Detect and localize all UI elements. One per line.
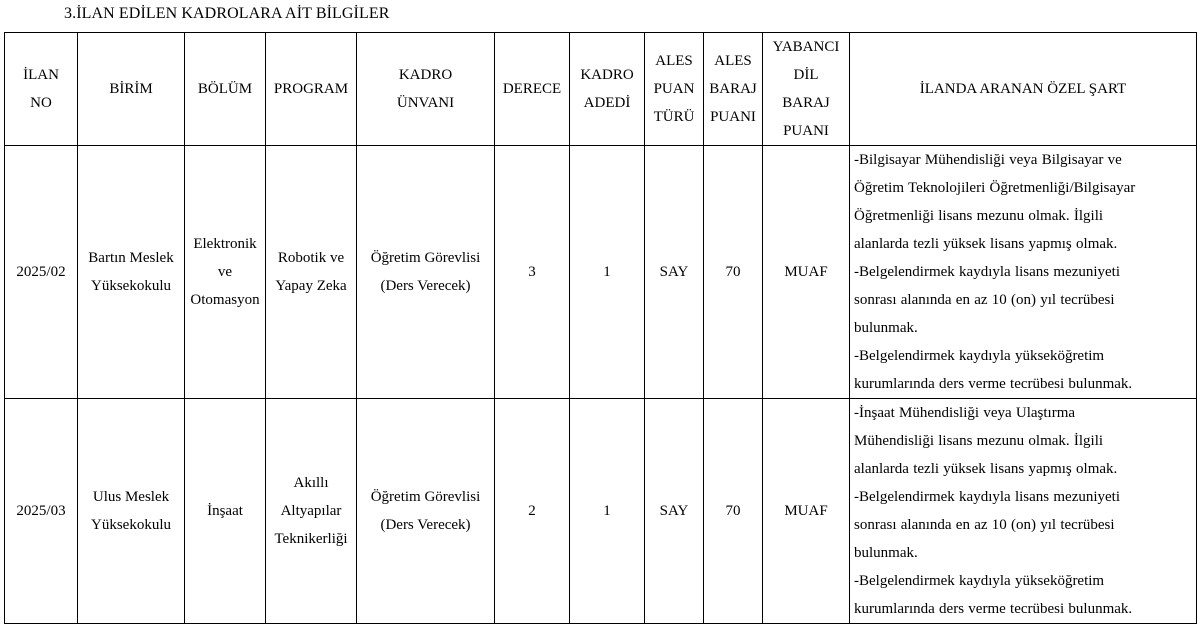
cell-ales-puan-turu: SAY [645, 399, 704, 624]
header-birim: BİRİM [78, 33, 185, 146]
cell-text-line: Yapay Zeka [275, 278, 347, 294]
cell-ales-baraj-puani: 70 [704, 146, 763, 399]
header-ales-baraj-puani [704, 33, 763, 146]
header-ales-puan-turu [645, 33, 704, 146]
cell-text-line: TÜRÜ [653, 109, 695, 125]
cell-yabanci-dil: MUAF [763, 399, 850, 624]
cell-kadro-adedi: 1 [570, 146, 645, 399]
cell-text-line: İnşaat [207, 503, 243, 519]
requirement-line: sonrası alanında en az 10 (on) yıl tecrübesi [854, 517, 1115, 533]
header-row [5, 33, 1197, 146]
requirement-line: Öğretim Teknolojileri Öğretmenliği/Bilgisayar [854, 180, 1136, 196]
cell-text-line: ÜNVANI [396, 95, 455, 111]
header-ozel-sart: İLANDA ARANAN ÖZEL ŞART [850, 33, 1197, 146]
cell-kadro-adedi: 1 [570, 399, 645, 624]
cell-ozel-sart [850, 146, 1197, 399]
requirement-line: kurumlarında ders verme tecrübesi bulunmak. [854, 376, 1133, 392]
cell-text-line: ALES [714, 53, 752, 69]
requirement-line: -Belgelendirmek kaydıyla lisans mezuniyeti [854, 489, 1121, 505]
cell-birim [78, 399, 185, 624]
cell-ales-baraj-puani: 70 [704, 399, 763, 624]
cell-yabanci-dil: MUAF [763, 146, 850, 399]
cell-text-line: Otomasyon [190, 292, 260, 308]
requirement-line: sonrası alanında en az 10 (on) yıl tecrübesi [854, 292, 1115, 308]
cell-text-line: PUAN [653, 81, 695, 97]
cell-text-line: Yüksekokulu [91, 517, 171, 533]
cell-kadro-unvani [357, 399, 495, 624]
header-derece: DERECE [495, 33, 570, 146]
cell-bolum [185, 399, 266, 624]
requirement-line: alanlarda tezli yüksek lisans yapmış olmak. [854, 461, 1118, 477]
header-ilan-no [5, 33, 78, 146]
cell-text-line: İLAN [23, 67, 59, 83]
cell-text-line: KADRO [398, 67, 453, 83]
cell-text-line: Öğretim Görevlisi [370, 250, 481, 266]
cell-text-line: Yüksekokulu [91, 278, 171, 294]
requirement-line: kurumlarında ders verme tecrübesi bulunmak. [854, 601, 1133, 617]
requirement-line: -İnşaat Mühendisliği veya Ulaştırma [854, 405, 1076, 421]
requirement-line: bulunmak. [854, 320, 918, 336]
cell-text-line: ve [217, 264, 233, 280]
requirement-line: -Belgelendirmek kaydıyla lisans mezuniyeti [854, 264, 1121, 280]
header-program: PROGRAM [266, 33, 357, 146]
cell-text-line: PUANI [783, 123, 829, 139]
requirement-line: -Belgelendirmek kaydıyla yükseköğretim [854, 348, 1105, 364]
cell-text-line: BARAJ [709, 81, 757, 97]
requirement-line: -Bilgisayar Mühendisliği veya Bilgisayar ve [854, 152, 1122, 168]
cell-text-line: Bartın Meslek [88, 250, 174, 266]
cell-bolum [185, 146, 266, 399]
cell-text-line: Ulus Meslek [92, 489, 170, 505]
table-row [5, 146, 1197, 399]
section-heading: 3.İLAN EDİLEN KADROLARA AİT BİLGİLER [64, 5, 390, 22]
cell-text-line: ADEDİ [583, 95, 631, 111]
cell-text-line: Teknikerliği [274, 531, 348, 547]
cell-ales-puan-turu: SAY [645, 146, 704, 399]
cell-ilan-no: 2025/02 [5, 146, 78, 399]
cell-text-line: NO [30, 95, 52, 111]
header-kadro-adedi [570, 33, 645, 146]
kadro-table [4, 32, 1197, 624]
cell-text-line: PUANI [710, 109, 756, 125]
cell-text-line: Robotik ve [277, 250, 345, 266]
cell-program [266, 146, 357, 399]
cell-kadro-unvani [357, 146, 495, 399]
cell-birim [78, 146, 185, 399]
requirement-line: Mühendisliği lisans mezunu olmak. İlgili [854, 433, 1104, 449]
cell-text-line: DİL [793, 67, 819, 83]
cell-text-line: KADRO [580, 67, 634, 83]
cell-program [266, 399, 357, 624]
header-kadro-unvani [357, 33, 495, 146]
requirement-line: bulunmak. [854, 545, 918, 561]
cell-derece: 2 [495, 399, 570, 624]
cell-text-line: Öğretim Görevlisi [370, 489, 481, 505]
cell-text-line: (Ders Verecek) [380, 278, 471, 294]
cell-text-line: BARAJ [782, 95, 830, 111]
header-bolum: BÖLÜM [185, 33, 266, 146]
cell-text-line: (Ders Verecek) [380, 517, 471, 533]
cell-text-line: ALES [655, 53, 693, 69]
cell-text-line: Elektronik [193, 236, 257, 252]
cell-text-line: YABANCI [772, 39, 840, 55]
requirement-line: -Belgelendirmek kaydıyla yükseköğretim [854, 573, 1105, 589]
cell-derece: 3 [495, 146, 570, 399]
requirement-line: Öğretmenliği lisans mezunu olmak. İlgili [854, 208, 1104, 224]
cell-ozel-sart [850, 399, 1197, 624]
table-row [5, 399, 1197, 624]
cell-text-line: Altyapılar [280, 503, 342, 519]
cell-text-line: Akıllı [293, 475, 329, 491]
header-yabanci-dil [763, 33, 850, 146]
cell-ilan-no: 2025/03 [5, 399, 78, 624]
requirement-line: alanlarda tezli yüksek lisans yapmış olmak. [854, 236, 1118, 252]
